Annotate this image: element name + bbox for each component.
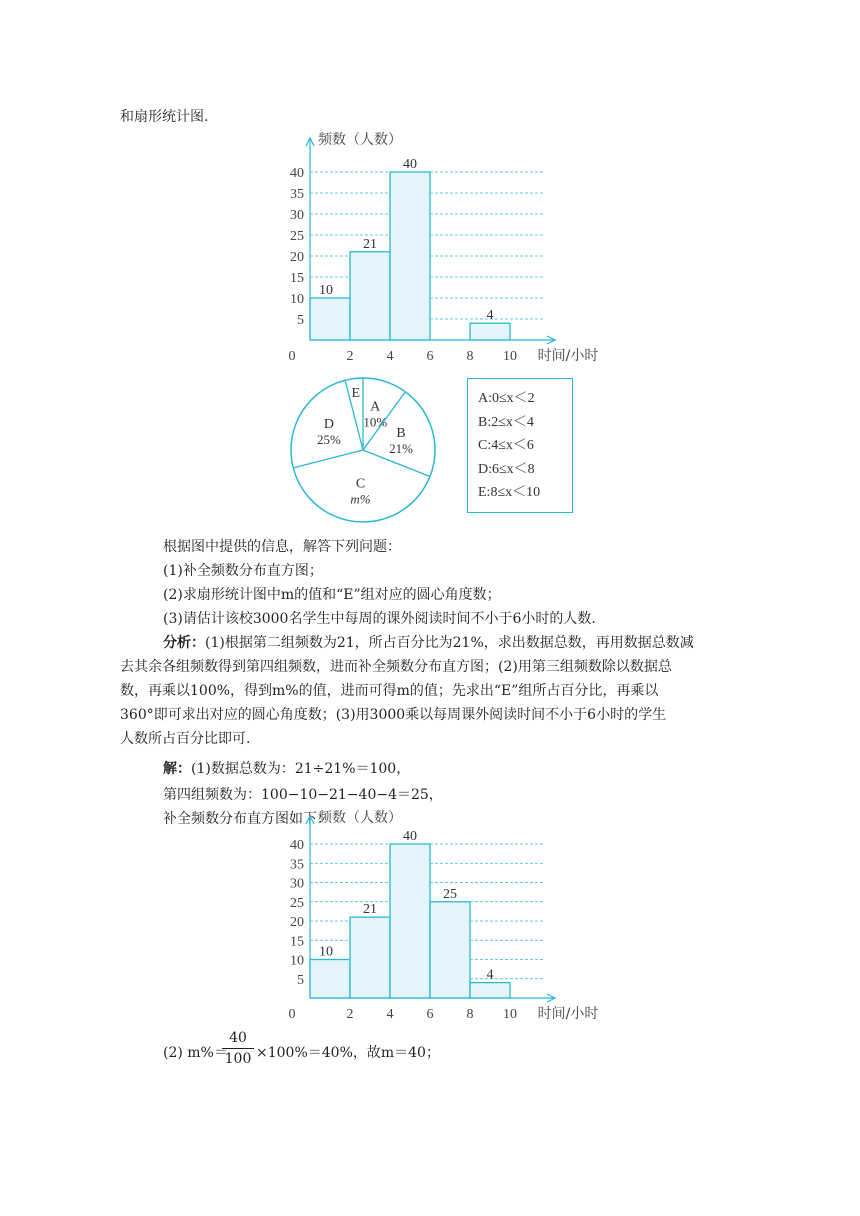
- histogram-bar: [470, 323, 510, 340]
- histogram-bar: [390, 844, 430, 998]
- x-tick-label: 4: [386, 349, 394, 364]
- legend-item: A:0≤x＜2: [478, 391, 535, 406]
- x-tick-label: 6: [426, 1007, 434, 1022]
- legend-item: C:4≤x＜6: [478, 438, 534, 453]
- y-axis-label: 频数（人数）: [318, 132, 402, 148]
- y-tick-label: 10: [290, 953, 304, 969]
- histogram-bar: [470, 983, 510, 998]
- pie-slice-percent: 21%: [389, 440, 413, 456]
- y-tick-label: 15: [290, 271, 304, 286]
- solution-line-1: [163, 760, 410, 778]
- bar-value-label: 40: [403, 157, 417, 172]
- pie-slice-percent: m%: [350, 491, 371, 507]
- pie-slice-label: B: [396, 425, 406, 441]
- bar-value-label: 21: [363, 902, 377, 918]
- solution-line-2: 第四组频数为：100−10−21−40−4＝25，: [163, 787, 443, 803]
- analysis-line-4: 360°即可求出对应的圆心角度数；(3)用3000乘以每周课外阅读时间不小于6小时的学生: [120, 707, 667, 723]
- y-tick-label: 35: [290, 187, 304, 202]
- histogram-bar: [310, 298, 350, 340]
- legend-item: B:2≤x＜4: [478, 414, 534, 430]
- y-tick-label: 40: [290, 838, 304, 853]
- solution-label: 解：: [163, 761, 191, 777]
- pie-slice-percent: 10%: [363, 414, 388, 430]
- bar-value-label: 40: [403, 829, 417, 844]
- formula-denominator: 100: [224, 1051, 252, 1067]
- bar-value-label: 10: [319, 283, 333, 298]
- y-tick-label: 15: [290, 934, 304, 950]
- y-tick-label: 5: [297, 972, 304, 988]
- x-tick-label: 8: [466, 1007, 474, 1022]
- y-tick-label: 25: [290, 895, 304, 911]
- histogram-bar: [350, 252, 390, 340]
- y-tick-label: 35: [290, 857, 304, 873]
- pie-slice-label: A: [370, 399, 381, 415]
- y-tick-label: 20: [290, 250, 304, 265]
- legend-item: D:6≤x＜8: [478, 461, 535, 477]
- y-tick-label: 10: [290, 292, 304, 307]
- x-tick-label: 10: [503, 349, 517, 364]
- y-tick-label: 30: [290, 208, 304, 223]
- question-2: (2)求扇形统计图中m的值和“E”组对应的圆心角度数；: [163, 587, 501, 603]
- solution-line-3: 补全频数分布直方图如下：: [163, 811, 331, 827]
- x-tick-label: 8: [466, 349, 474, 364]
- x-tick-label: 4: [386, 1007, 394, 1022]
- x-tick-label: 10: [503, 1007, 517, 1022]
- bar-value-label: 21: [363, 236, 377, 252]
- analysis-label: 分析：: [163, 635, 205, 651]
- histogram-2: [270, 800, 630, 1032]
- legend-item: E:8≤x＜10: [478, 485, 541, 500]
- question-1: (1)补全频数分布直方图；: [163, 563, 323, 579]
- solution-text-1: (1)数据总数为：21÷21%＝100，: [191, 761, 411, 777]
- bar-value-label: 25: [443, 886, 457, 902]
- x-axis-label: 时间/小时: [537, 1006, 599, 1022]
- y-tick-label: 25: [290, 229, 304, 244]
- legend-box: [467, 378, 573, 513]
- x-tick-label: 2: [346, 349, 354, 364]
- y-tick-label: 40: [290, 166, 304, 181]
- question-3: (3)请估计该校3000名学生中每周的课外阅读时间不小于6小时的人数.: [163, 611, 596, 627]
- question-intro: 根据图中提供的信息，解答下列问题：: [163, 539, 401, 555]
- analysis-line-1: [163, 634, 694, 652]
- bar-value-label: 10: [319, 944, 333, 960]
- formula-fraction: [222, 1030, 254, 1067]
- y-axis-label: 频数（人数）: [318, 810, 402, 826]
- pie-slice-label: D: [323, 416, 334, 432]
- formula-prefix: (2) m%＝: [163, 1045, 228, 1061]
- analysis-text-1: (1)根据第二组频数为21，所占百分比为21%，求出数据总数，再用数据总数减: [205, 635, 694, 651]
- formula-numerator: 40: [229, 1030, 247, 1046]
- y-tick-label: 20: [290, 915, 304, 930]
- histogram-bar: [350, 917, 390, 998]
- analysis-line-3: 数，再乘以100%，得到m%的值，进而可得m的值；先求出“E”组所占百分比，再乘以: [120, 683, 659, 699]
- histogram-1: [270, 128, 630, 368]
- pie-slice-percent: 25%: [316, 431, 341, 447]
- analysis-line-5: 人数所占百分比即可.: [120, 731, 251, 747]
- origin-label: 0: [288, 349, 296, 364]
- histogram-bar: [430, 902, 470, 998]
- pie-chart: [285, 372, 445, 532]
- formula-suffix: ×100%＝40%，故m＝40；: [256, 1045, 440, 1061]
- pie-slice-label: C: [355, 476, 366, 492]
- analysis-line-2: 去其余各组频数得到第四组频数，进而补全频数分布直方图；(2)用第三组频数除以数据总: [120, 659, 672, 675]
- x-tick-label: 2: [346, 1007, 354, 1022]
- x-axis-label: 时间/小时: [537, 348, 599, 364]
- histogram-bar: [390, 172, 430, 340]
- pie-slice-label: E: [351, 385, 361, 401]
- y-tick-label: 5: [297, 313, 304, 328]
- origin-label: 0: [288, 1007, 296, 1022]
- bar-value-label: 4: [486, 967, 494, 983]
- intro-text: 和扇形统计图.: [120, 109, 209, 125]
- y-tick-label: 30: [290, 876, 304, 892]
- x-tick-label: 6: [426, 349, 434, 364]
- histogram-bar: [310, 960, 350, 999]
- bar-value-label: 4: [486, 308, 494, 324]
